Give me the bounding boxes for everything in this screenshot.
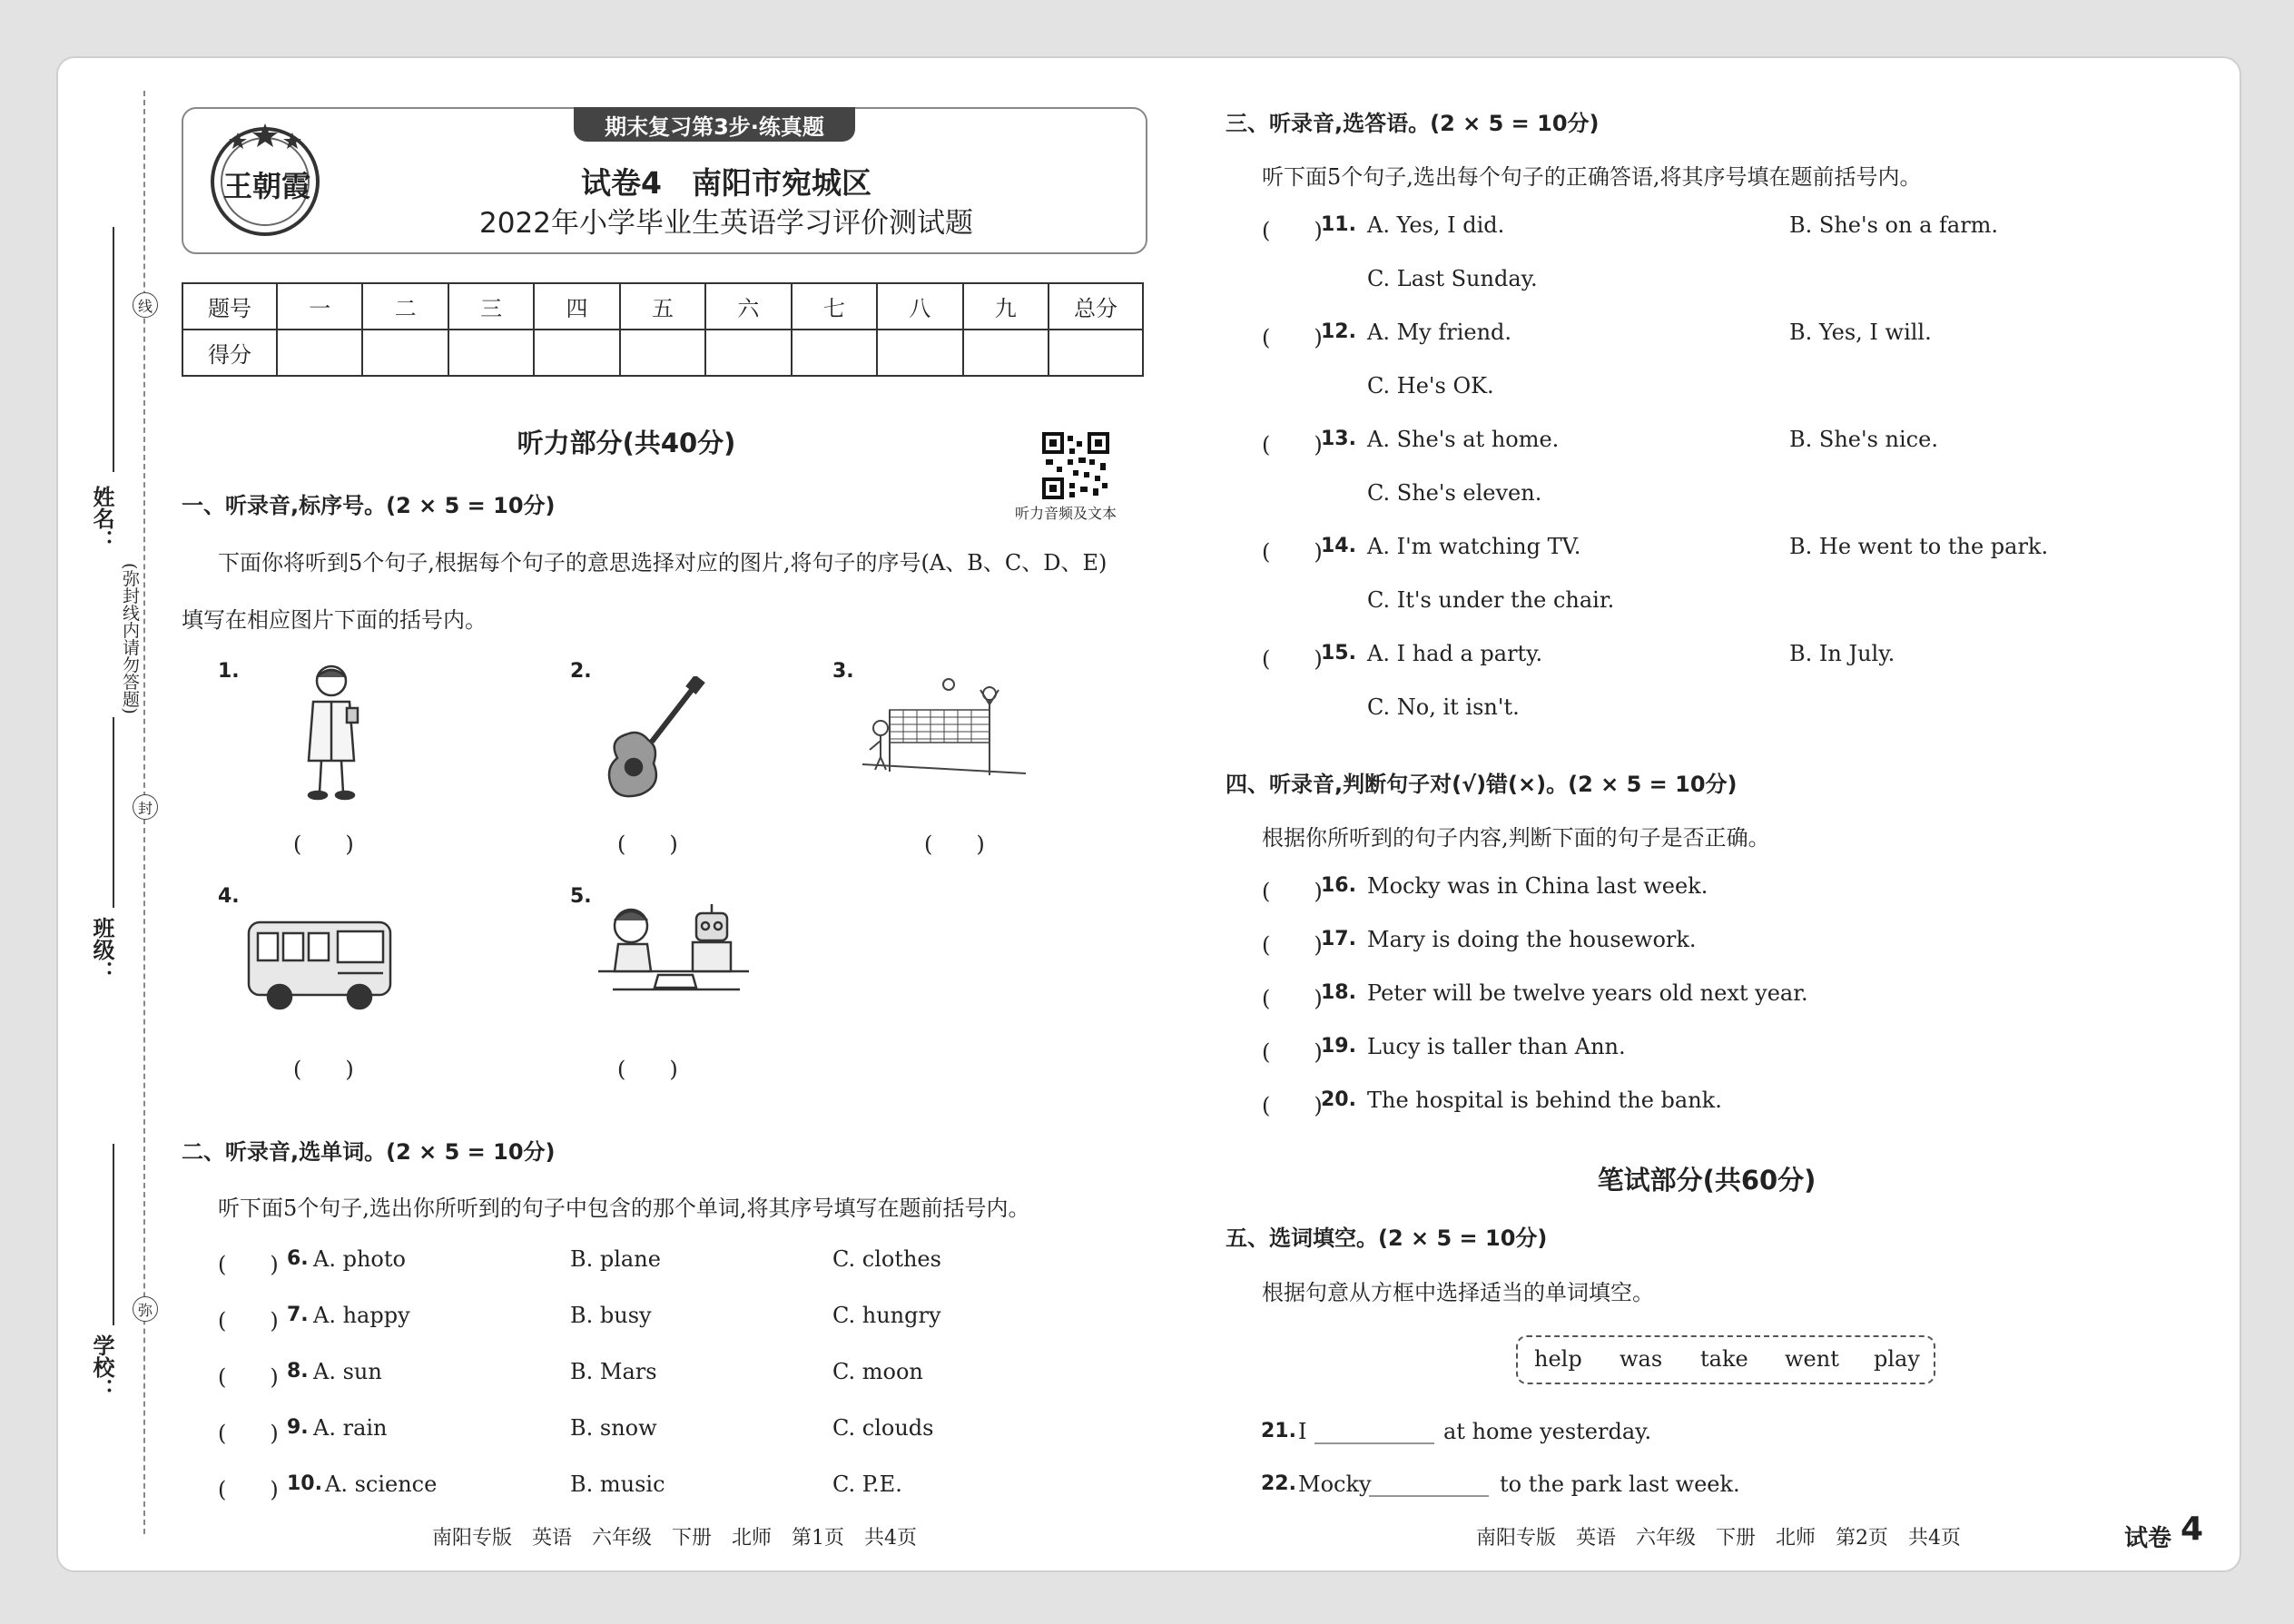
option-c[interactable]: C. clothes <box>832 1246 941 1272</box>
score-table-header-row <box>182 283 1143 330</box>
answer-paren[interactable]: ( ) <box>1262 986 1323 1011</box>
word-bank-word: play <box>1874 1346 1920 1372</box>
score-header-cell: 六 <box>705 283 791 330</box>
section1-instruction-2: 填写在相应图片下面的括号内。 <box>182 607 487 633</box>
answer-paren[interactable]: ( ) <box>1262 539 1323 565</box>
option-a[interactable]: A. She's at home. <box>1367 427 1560 452</box>
section2-instruction: 听下面5个句子,选出你所听到的句子中包含的那个单词,将其序号填写在题前括号内。 <box>218 1196 1030 1221</box>
statement: Mocky was in China last week. <box>1367 873 1708 899</box>
seal-char-seal: 封 <box>133 794 158 820</box>
statement: The hospital is behind the bank. <box>1367 1088 1722 1113</box>
question-number: 9. <box>287 1416 309 1439</box>
section1-instruction-1: 下面你将听到5个句子,根据每个句子的意思选择对应的图片,将句子的序号(A、B、C、D、E) <box>218 550 1108 576</box>
score-table-score-row <box>182 330 1143 376</box>
qr-caption: 听力音频及文本 <box>1015 505 1117 522</box>
item-number: 1. <box>218 660 240 683</box>
option-c[interactable]: C. clouds <box>832 1415 934 1441</box>
option-b[interactable]: B. busy <box>570 1303 652 1328</box>
option-b[interactable]: B. plane <box>570 1246 661 1272</box>
question-number: 6. <box>287 1247 309 1270</box>
score-cell[interactable] <box>877 330 962 376</box>
section4-instruction: 根据你所听到的句子内容,判断下面的句子是否正确。 <box>1262 825 1770 851</box>
section2-heading: 二、听录音,选单词。(2 × 5 = 10分) <box>182 1139 556 1165</box>
answer-paren[interactable]: ( ) <box>1262 646 1323 672</box>
option-a[interactable]: A. rain <box>313 1415 388 1441</box>
header-banner: 期末复习第3步·练真题 <box>574 107 855 142</box>
option-a[interactable]: A. happy <box>313 1303 410 1328</box>
school-label: 学校： <box>89 1334 114 1400</box>
class-label: 班级： <box>89 917 114 982</box>
option-b[interactable]: B. Mars <box>570 1359 657 1384</box>
guitar-picture <box>599 676 708 807</box>
score-cell[interactable] <box>963 330 1049 376</box>
option-c[interactable]: C. P.E. <box>832 1471 902 1497</box>
question-number: 11. <box>1321 213 1356 236</box>
answer-blank[interactable]: ___________ <box>1314 1419 1434 1444</box>
option-c[interactable]: C. He's OK. <box>1367 373 1494 399</box>
answer-paren[interactable]: ( ) <box>924 832 985 857</box>
answer-paren[interactable]: ( ) <box>218 1364 279 1390</box>
option-c[interactable]: C. It's under the chair. <box>1367 587 1615 613</box>
question-number: 19. <box>1321 1035 1356 1058</box>
score-cell[interactable] <box>534 330 619 376</box>
answer-blank[interactable]: ___________ <box>1369 1471 1489 1497</box>
answer-paren[interactable]: ( ) <box>218 1477 279 1502</box>
score-header-cell: 题号 <box>182 283 277 330</box>
item-number: 2. <box>570 660 592 683</box>
option-a[interactable]: A. My friend. <box>1367 320 1512 345</box>
question-number: 10. <box>287 1472 322 1495</box>
word-bank-word: help <box>1534 1346 1582 1372</box>
question-number: 21. <box>1261 1420 1296 1442</box>
score-header-cell: 五 <box>620 283 705 330</box>
option-c[interactable]: C. hungry <box>832 1303 941 1328</box>
score-cell[interactable] <box>362 330 448 376</box>
footer-right: 南阳专版 英语 六年级 下册 北师 第2页 共4页 <box>1476 1527 1961 1550</box>
answer-paren[interactable]: ( ) <box>617 1057 678 1082</box>
sentence-start: I <box>1298 1419 1307 1444</box>
option-b[interactable]: B. He went to the park. <box>1789 534 2049 559</box>
sentence-start: Mocky <box>1298 1471 1372 1497</box>
answer-paren[interactable]: ( ) <box>218 1252 279 1277</box>
question-number: 14. <box>1321 535 1356 557</box>
score-cell[interactable] <box>620 330 705 376</box>
answer-paren[interactable]: ( ) <box>1262 218 1323 243</box>
answer-paren[interactable]: ( ) <box>218 1308 279 1334</box>
exam-subtitle: 2022年小学毕业生英语学习评价测试题 <box>479 207 973 240</box>
option-b[interactable]: B. In July. <box>1789 641 1895 666</box>
section3-instruction: 听下面5个句子,选出每个句子的正确答语,将其序号填在题前括号内。 <box>1262 164 1922 190</box>
listening-title: 听力部分(共40分) <box>517 428 736 458</box>
score-header-cell: 三 <box>448 283 534 330</box>
score-cell[interactable] <box>1049 330 1143 376</box>
answer-paren[interactable]: ( ) <box>1262 932 1323 958</box>
footer-left: 南阳专版 英语 六年级 下册 北师 第1页 共4页 <box>432 1527 917 1550</box>
volleyball-picture <box>853 674 1035 786</box>
statement: Mary is doing the housework. <box>1367 927 1697 952</box>
answer-paren[interactable]: ( ) <box>293 1057 354 1082</box>
paper-number: 4 <box>2181 1511 2204 1548</box>
question-number: 16. <box>1321 874 1356 897</box>
option-b[interactable]: B. She's on a farm. <box>1789 212 1999 238</box>
score-header-cell: 一 <box>277 283 362 330</box>
logo-text: 王朝霞 <box>223 169 311 203</box>
answer-paren[interactable]: ( ) <box>1262 325 1323 350</box>
question-number: 15. <box>1321 642 1356 664</box>
option-b[interactable]: B. music <box>570 1471 665 1497</box>
option-a[interactable]: A. I had a party. <box>1367 641 1543 666</box>
score-header-cell: 九 <box>963 283 1049 330</box>
score-header-cell: 总分 <box>1049 283 1143 330</box>
exam-title: 试卷4 南阳市宛城区 <box>581 165 871 201</box>
seal-char-line: 线 <box>133 292 158 318</box>
option-c[interactable]: C. Last Sunday. <box>1367 266 1538 291</box>
writing-title: 笔试部分(共60分) <box>1597 1165 1816 1196</box>
section5-heading: 五、选词填空。(2 × 5 = 10分) <box>1226 1225 1548 1251</box>
seal-char-mi: 弥 <box>133 1296 158 1322</box>
score-header-cell: 七 <box>792 283 877 330</box>
option-c[interactable]: C. She's eleven. <box>1367 480 1542 506</box>
option-a[interactable]: A. I'm watching TV. <box>1367 534 1581 559</box>
option-a[interactable]: A. Yes, I did. <box>1367 212 1505 238</box>
statement: Peter will be twelve years old next year. <box>1367 980 1808 1006</box>
question-number: 20. <box>1321 1088 1356 1111</box>
answer-paren[interactable]: ( ) <box>218 1421 279 1446</box>
item-number: 5. <box>570 885 592 908</box>
score-cell[interactable] <box>705 330 791 376</box>
word-bank-word: take <box>1700 1346 1748 1372</box>
name-underline <box>113 227 114 472</box>
option-a[interactable]: A. science <box>325 1471 438 1497</box>
question-number: 8. <box>287 1360 309 1383</box>
answer-paren[interactable]: ( ) <box>1262 1093 1323 1118</box>
option-b[interactable]: B. snow <box>570 1415 657 1441</box>
seal-note: (弥封线内请勿答题) <box>120 563 140 714</box>
name-label: 姓名： <box>89 486 114 551</box>
statement: Lucy is taller than Ann. <box>1367 1034 1626 1059</box>
question-number: 17. <box>1321 928 1356 950</box>
question-number: 18. <box>1321 981 1356 1004</box>
answer-paren[interactable]: ( ) <box>293 832 354 857</box>
option-a[interactable]: A. photo <box>313 1246 406 1272</box>
section5-instruction: 根据句意从方框中选择适当的单词填空。 <box>1262 1280 1654 1305</box>
score-table <box>182 282 1144 377</box>
option-c[interactable]: C. No, it isn't. <box>1367 694 1520 720</box>
question-number: 13. <box>1321 428 1356 450</box>
option-a[interactable]: A. sun <box>313 1359 382 1384</box>
score-header-cell: 八 <box>877 283 962 330</box>
score-cell[interactable] <box>448 330 534 376</box>
answer-paren[interactable]: ( ) <box>1262 1039 1323 1065</box>
qr-code[interactable] <box>1042 432 1109 499</box>
score-header-cell: 四 <box>534 283 619 330</box>
doctor-picture <box>290 661 372 810</box>
word-bank-word: was <box>1620 1346 1663 1372</box>
class-underline <box>113 717 114 908</box>
option-c[interactable]: C. moon <box>832 1359 923 1384</box>
sentence-end: at home yesterday. <box>1443 1419 1652 1444</box>
question-number: 7. <box>287 1304 309 1326</box>
score-cell[interactable] <box>792 330 877 376</box>
school-underline <box>113 1144 114 1325</box>
score-header-cell: 二 <box>362 283 448 330</box>
option-b[interactable]: B. Yes, I will. <box>1789 320 1932 345</box>
item-number: 4. <box>218 885 240 908</box>
answer-paren[interactable]: ( ) <box>1262 879 1323 904</box>
question-number: 12. <box>1321 320 1356 343</box>
word-bank-word: went <box>1785 1346 1839 1372</box>
sentence-end: to the park last week. <box>1500 1471 1740 1497</box>
section3-heading: 三、听录音,选答语。(2 × 5 = 10分) <box>1226 111 1600 136</box>
section4-heading: 四、听录音,判断句子对(√)错(×)。(2 × 5 = 10分) <box>1226 772 1738 797</box>
answer-paren[interactable]: ( ) <box>1262 432 1323 458</box>
boy-robot-picture <box>595 899 753 1016</box>
bus-picture <box>243 917 398 1020</box>
paper-label: 试卷 <box>2124 1525 2172 1552</box>
score-row-label: 得分 <box>182 330 277 376</box>
item-number: 3. <box>832 660 854 683</box>
question-number: 22. <box>1261 1472 1296 1495</box>
option-b[interactable]: B. She's nice. <box>1789 427 1938 452</box>
section1-heading: 一、听录音,标序号。(2 × 5 = 10分) <box>182 493 556 518</box>
answer-paren[interactable]: ( ) <box>617 832 678 857</box>
score-cell[interactable] <box>277 330 362 376</box>
